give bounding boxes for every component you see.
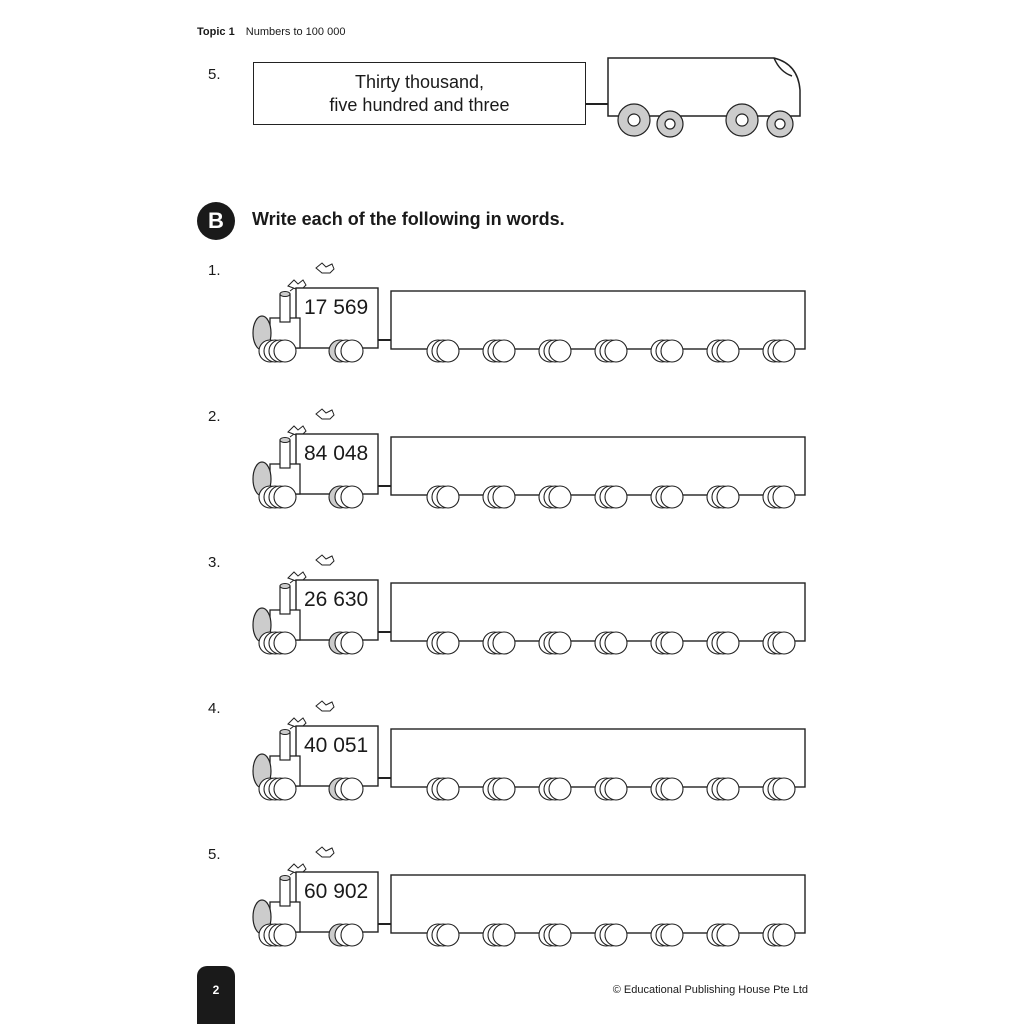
topic-title: Numbers to 100 000	[245, 26, 346, 38]
section-instruction: Write each of the following in words.	[252, 209, 565, 229]
truck-illustration	[586, 54, 806, 144]
question-number: 2.	[208, 408, 221, 425]
topic-label: Topic 1	[197, 26, 235, 38]
section-badge: B	[197, 202, 235, 240]
number-value: 40 051	[304, 734, 369, 757]
page-header	[197, 26, 345, 38]
page-number: 2	[197, 966, 235, 1024]
question-number: 1.	[208, 262, 221, 279]
number-value: 84 048	[304, 442, 369, 465]
answer-box[interactable]	[391, 292, 806, 348]
number-value: 17 569	[304, 296, 369, 319]
question-number: 5.	[208, 66, 221, 83]
number-value: 26 630	[304, 588, 369, 611]
words-line-1: Thirty thousand,	[354, 72, 485, 92]
copyright: © Educational Publishing House Pte Ltd	[612, 984, 808, 996]
question-number: 3.	[208, 554, 221, 571]
answer-box[interactable]	[391, 876, 806, 932]
number-value: 60 902	[304, 880, 369, 903]
answer-box[interactable]	[391, 438, 806, 494]
words-line-2: five hundred and three	[329, 95, 510, 115]
question-number: 4.	[208, 700, 221, 717]
train-illustration	[248, 550, 813, 660]
answer-box[interactable]	[391, 584, 806, 640]
answer-box[interactable]	[391, 730, 806, 786]
question-number: 5.	[208, 846, 221, 863]
train-illustration	[248, 696, 813, 806]
train-illustration	[248, 258, 813, 368]
number-in-words-box	[253, 62, 586, 125]
train-illustration	[248, 842, 813, 952]
train-illustration	[248, 404, 813, 514]
